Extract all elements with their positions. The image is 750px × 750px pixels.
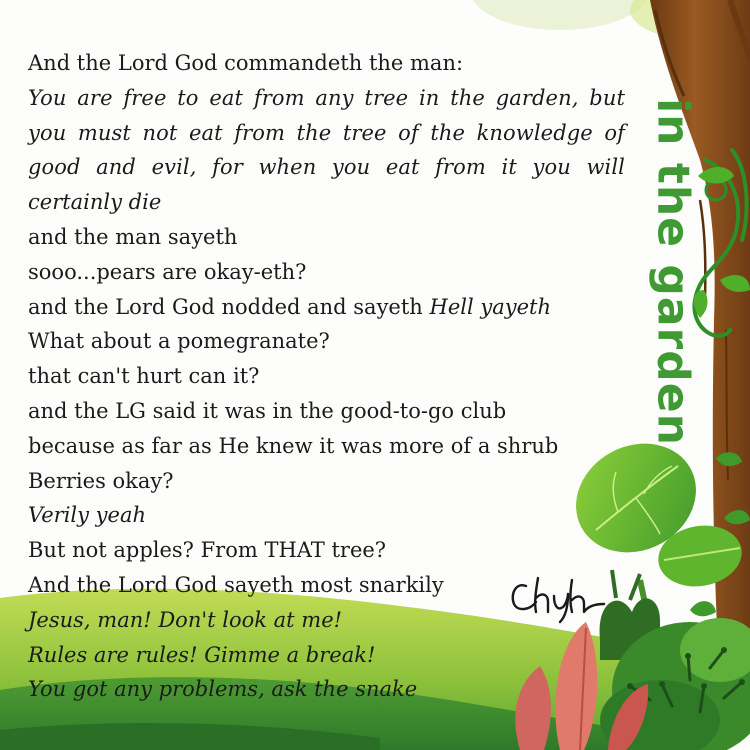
poem-line-19: You got any problems, ask the snake: [28, 677, 418, 702]
poem-line-12: because as far as He knew it was more of a shrub: [28, 433, 559, 458]
poem-line-11: and the LG said it was in the good-to-go club: [28, 398, 507, 423]
poem-line-13: Berries okay?: [28, 468, 174, 493]
poem-line-14: Verily yeah: [28, 503, 147, 528]
poem-line-5: certainly die: [28, 190, 162, 215]
poem-line-2: You are free to eat from any tree in the garden, but: [28, 85, 625, 110]
poem-line-8: [28, 290, 638, 325]
poem-line-4: good and evil, for when you eat from it you will: [28, 155, 625, 180]
poem-line-10: that can't hurt can it?: [28, 364, 260, 389]
poem-line-17: Jesus, man! Don't look at me!: [28, 607, 343, 632]
poem-line-8-prefix: and the Lord God nodded and sayeth: [28, 294, 430, 319]
poem-line-18: Rules are rules! Gimme a break!: [28, 642, 376, 667]
side-title-text: in the garden: [647, 98, 699, 446]
poem-line-7: sooo...pears are okay-eth?: [28, 259, 307, 284]
side-title: [647, 98, 699, 446]
poem-line-6: and the man sayeth: [28, 224, 238, 249]
poem-line-8-italic: Hell yayeth: [429, 294, 552, 319]
signature-mark: [508, 572, 608, 624]
poem-line-15: But not apples? From THAT tree?: [28, 538, 387, 563]
poem-line-16: And the Lord God sayeth most snarkily: [28, 572, 444, 597]
poem-line-9: What about a pomegranate?: [28, 329, 330, 354]
poem-line-3: you must not eat from the tree of the knowledge of: [28, 120, 625, 145]
poem-line-1: And the Lord God commandeth the man:: [28, 51, 464, 75]
